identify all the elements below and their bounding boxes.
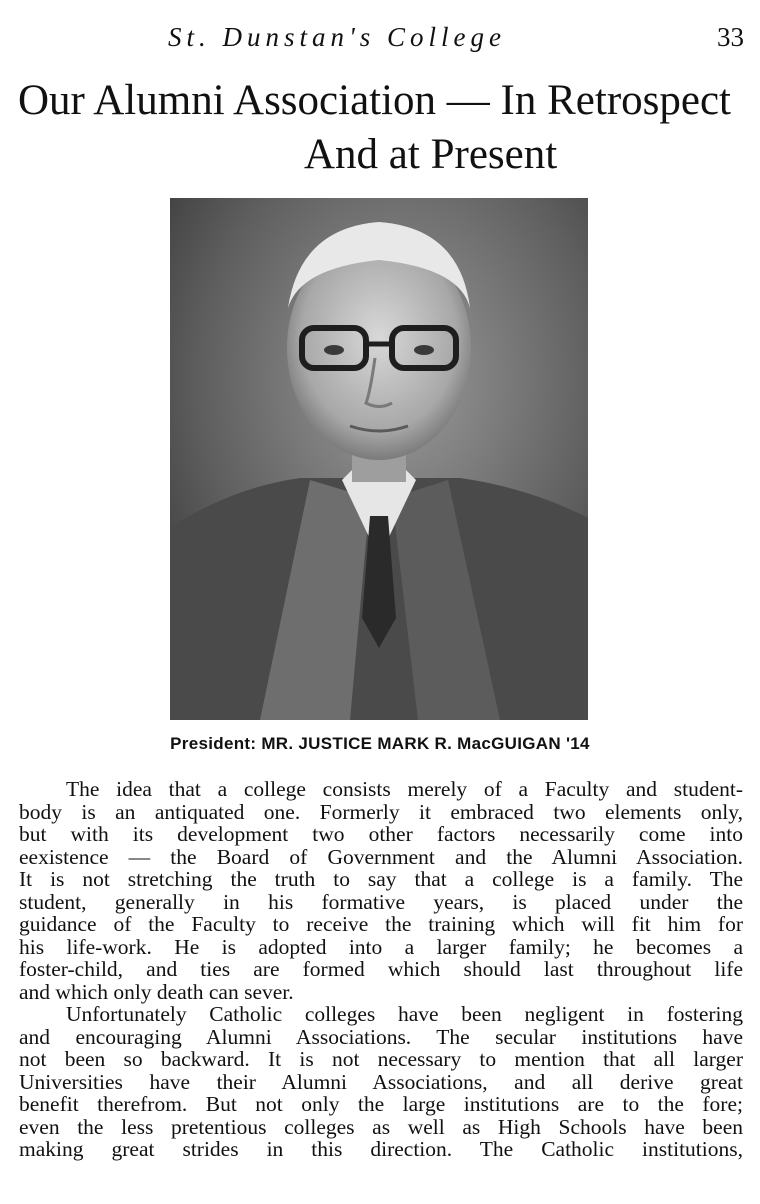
paragraph-1 [19,778,743,1003]
page-number: 33 [717,22,744,52]
text-line: making great strides in this direction. The Catholic institutions, [19,1137,743,1161]
running-head [0,22,760,62]
text-line: guidance of the Faculty to receive the training which will fit him for [19,912,743,936]
text-line: Unfortunately Catholic colleges have been negligent in fostering [66,1002,743,1026]
paragraph-2 [19,1003,743,1161]
journal-name: St. Dunstan's College [168,22,507,52]
text-line: but with its development two other factors necessarily come into [19,822,743,846]
text-line: and which only death can sever. [19,979,294,1004]
text-line: body is an antiquated one. Formerly it embraced two elements only, [19,799,743,824]
article-title-line-1: Our Alumni Association — In Retrospect [18,77,732,124]
text-line: eexistence — the Board of Government and the Alumni Association. [19,844,743,869]
article-title-line-2: And at Present [304,131,558,178]
president-portrait-photo [170,198,588,720]
article-body [19,778,743,1161]
article-title [0,74,760,182]
text-line: his life-work. He is adopted into a larger family; he becomes a [19,934,743,959]
portrait-illustration [170,198,588,720]
text-line: foster-child, and ties are formed which should last throughout life [19,957,743,981]
text-line: Universities have their Alumni Associations, and all derive great [19,1069,743,1094]
text-line: and encouraging Alumni Associations. The secular institutions have [19,1024,743,1049]
text-line: The idea that a college consists merely of a Faculty and student- [66,777,743,801]
photo-caption: President: MR. JUSTICE MARK R. MacGUIGAN '14 [170,734,590,753]
text-line: It is not stretching the truth to say that a college is a family. The [19,867,743,891]
text-line: benefit therefrom. But not only the large institutions are to the fore; [19,1092,743,1116]
text-line: not been so backward. It is not necessary to mention that all larger [19,1047,743,1071]
text-line: even the less pretentious colleges as well as High Schools have been [19,1114,743,1139]
text-line: student, generally in his formative years, is placed under the [19,889,743,914]
